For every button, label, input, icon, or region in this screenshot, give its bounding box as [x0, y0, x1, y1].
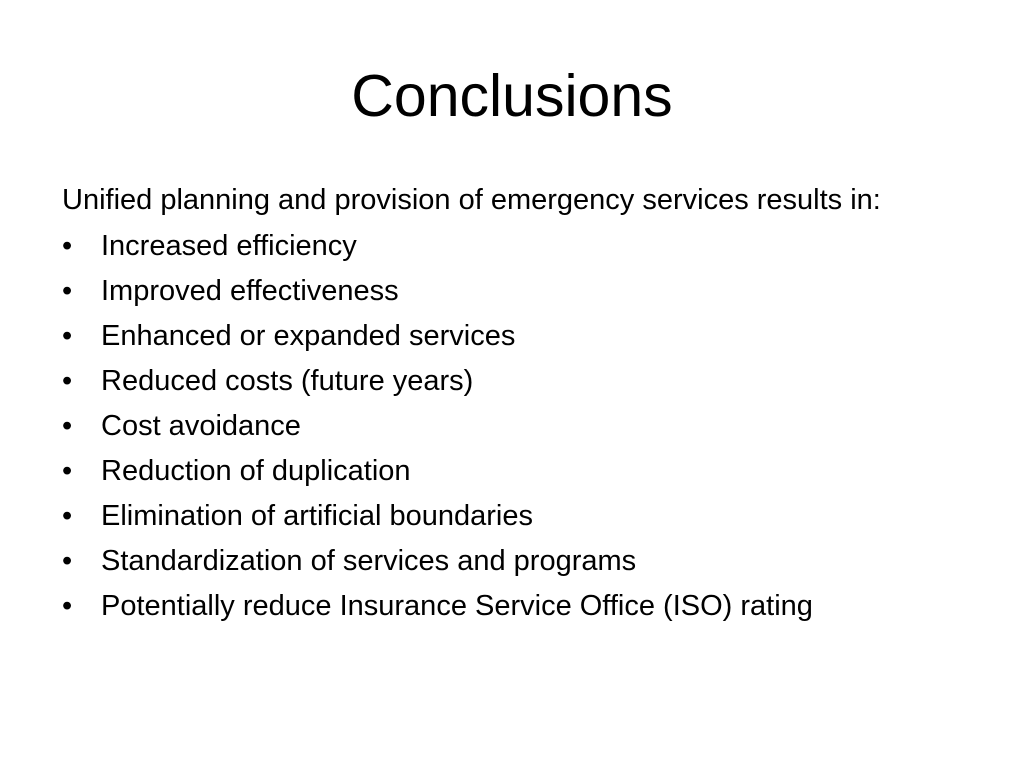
list-item [62, 363, 962, 408]
list-item [62, 498, 962, 543]
list-item-text: Reduced costs (future years) [101, 365, 474, 397]
slide-title: Conclusions [351, 63, 673, 129]
bullet-icon: • [62, 590, 73, 622]
list-item-text: Cost avoidance [101, 410, 301, 442]
list-item-text: Potentially reduce Insurance Service Office (ISO) rating [101, 590, 813, 622]
bullet-icon: • [62, 320, 73, 352]
list-item [62, 453, 962, 498]
intro-text: Unified planning and provision of emergency services results in: [62, 184, 881, 216]
bullet-icon: • [62, 230, 73, 262]
bullet-icon: • [62, 275, 73, 307]
list-item [62, 228, 962, 273]
list-item [62, 543, 962, 588]
list-item-text: Standardization of services and programs [101, 545, 637, 577]
bullet-icon: • [62, 500, 73, 532]
list-item [62, 408, 962, 453]
list-item [62, 588, 962, 633]
bullet-icon: • [62, 365, 73, 397]
bullet-icon: • [62, 410, 73, 442]
bullet-icon: • [62, 545, 73, 577]
list-item-text: Reduction of duplication [101, 455, 411, 487]
bullet-list [62, 228, 962, 633]
list-item-text: Increased efficiency [101, 230, 357, 262]
bullet-icon: • [62, 455, 73, 487]
list-item-text: Enhanced or expanded services [101, 320, 516, 352]
list-item [62, 273, 962, 318]
list-item-text: Improved effectiveness [101, 275, 399, 307]
list-item [62, 318, 962, 363]
list-item-text: Elimination of artificial boundaries [101, 500, 533, 532]
slide-body [62, 182, 962, 633]
